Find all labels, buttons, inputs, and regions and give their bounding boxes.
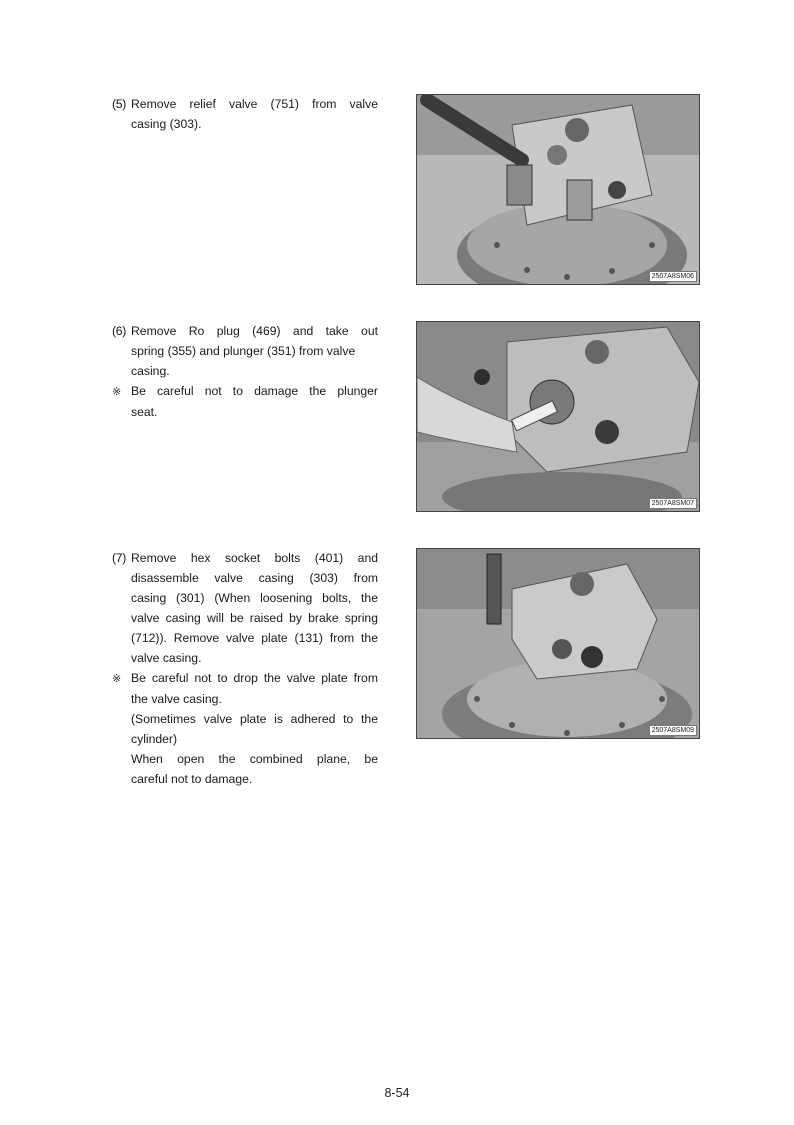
step-text: Remove relief valve (751) from valve xyxy=(131,97,378,111)
step-5-line-1 xyxy=(112,94,378,114)
step-text: disassemble valve casing (303) from xyxy=(131,571,378,585)
reference-mark-icon: ※ xyxy=(112,386,122,398)
photo-ro-plug-removal xyxy=(416,321,700,512)
caution-note xyxy=(112,668,378,689)
step-text: valve casing will be raised by brake spring xyxy=(131,611,378,625)
step-text: valve casing. xyxy=(131,651,202,665)
step-text: casing. xyxy=(131,364,170,378)
page-number: 8-54 xyxy=(384,1086,410,1100)
valve-casing-photo-image xyxy=(417,549,699,738)
photo-relief-valve-removal xyxy=(416,94,700,285)
step-text: Remove Ro plug (469) and take out xyxy=(131,324,378,338)
step-number: (6) xyxy=(112,324,126,338)
step-6 xyxy=(112,321,378,422)
caution-note xyxy=(112,381,378,402)
note-text: Be careful not to damage the plunger xyxy=(131,384,378,398)
photo-code-label: 2507A8SM09 xyxy=(649,725,697,736)
photo-code-label: 2507A8SM06 xyxy=(649,271,697,282)
note-text: the valve casing. xyxy=(131,692,222,706)
note-text: When open the combined plane, be xyxy=(131,752,378,766)
ro-plug-photo-image xyxy=(417,322,699,511)
step-number: (5) xyxy=(112,97,126,111)
step-text: casing (303). xyxy=(131,117,202,131)
photo-code-label: 2507A8SM07 xyxy=(649,498,697,509)
note-text: (Sometimes valve plate is adhered to the xyxy=(131,712,378,726)
note-text: Be careful not to drop the valve plate from xyxy=(131,671,378,685)
step-text: spring (355) and plunger (351) from valve xyxy=(131,344,356,358)
relief-valve-photo-image xyxy=(417,95,699,284)
note-text: cylinder) xyxy=(131,732,178,746)
step-7 xyxy=(112,548,378,789)
step-text: Remove hex socket bolts (401) and xyxy=(131,551,378,565)
note-text: seat. xyxy=(131,405,158,419)
step-text: casing (301) (When loosening bolts, the xyxy=(131,591,378,605)
reference-mark-icon: ※ xyxy=(112,673,122,685)
step-text: (712)). Remove valve plate (131) from the xyxy=(131,631,378,645)
note-text: careful not to damage. xyxy=(131,772,253,786)
photo-valve-casing-disassembly xyxy=(416,548,700,739)
step-number: (7) xyxy=(112,551,126,565)
step-5 xyxy=(112,94,378,134)
